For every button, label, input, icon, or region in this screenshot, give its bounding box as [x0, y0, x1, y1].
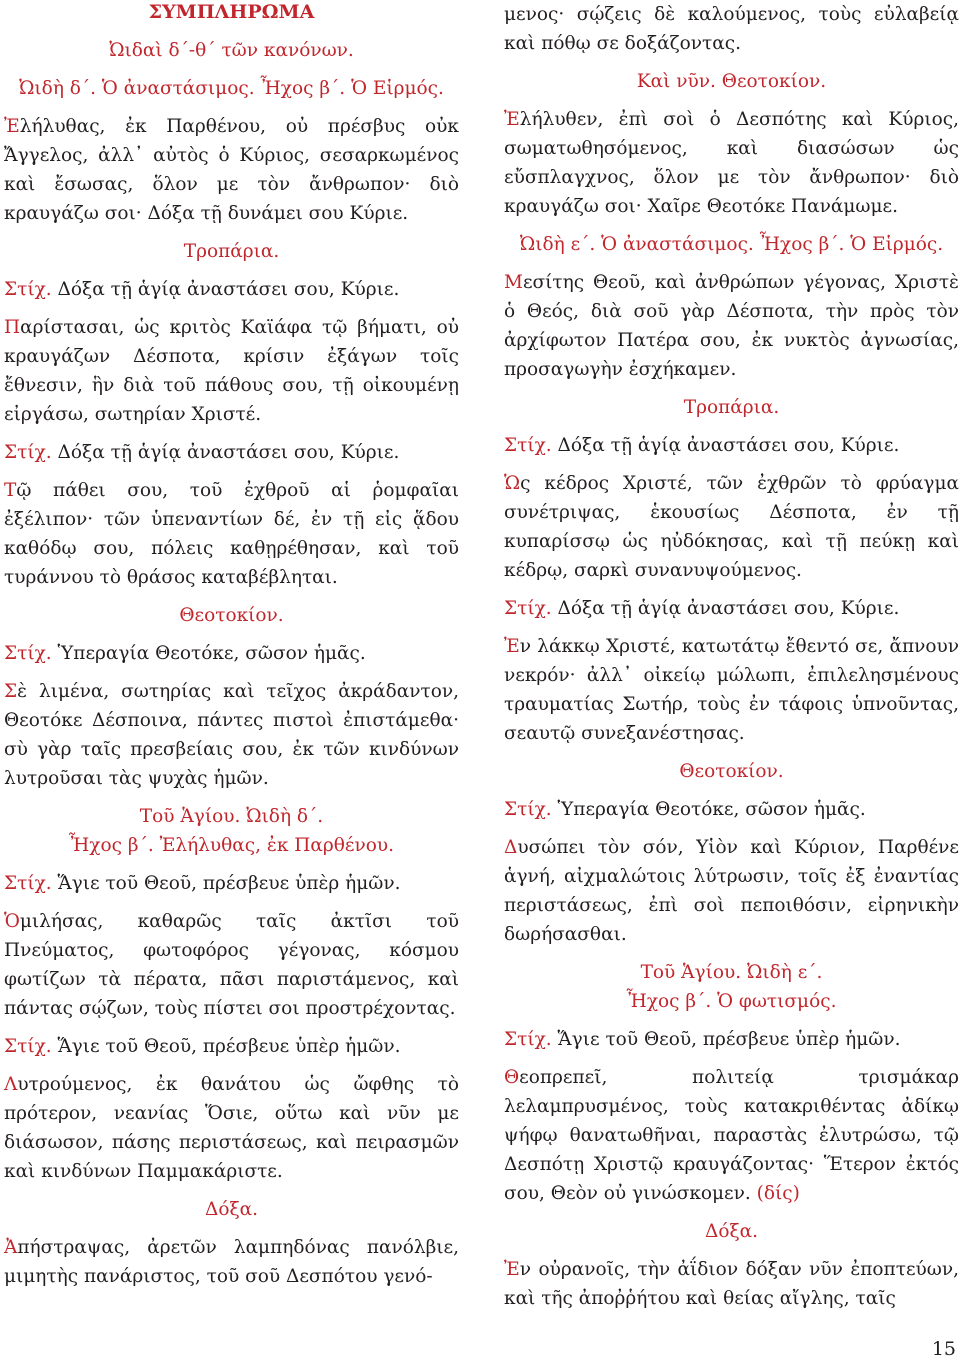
stichos-label: Στίχ.: [4, 1036, 52, 1057]
rubric-heading: [4, 802, 459, 860]
paragraph-body: πήστραψας, ἀρετῶν λαμπηδόνας πανόλβιε, μιμητὴς πανάριστος, τοῦ σοῦ Δεσπότου γενό-: [4, 1237, 459, 1287]
troparion-text: [504, 1255, 959, 1313]
stichos: [504, 1025, 959, 1054]
stichos: [4, 438, 459, 467]
troparion-text: [4, 1070, 459, 1186]
stichos-text: Δόξα τῇ ἁγίᾳ ἀναστάσει σου, Κύριε.: [551, 598, 900, 619]
page-number: 15: [931, 1338, 956, 1360]
initial-letter: Ἐ: [504, 109, 520, 130]
paragraph-body: ὲ λιμένα, σωτηρίας καὶ τεῖχος ἀκράδαντον, Θεοτόκε Δέσποινα, πάντες πιστοὶ ἐπιστάμεθα· σὺ γὰρ ταῖς πρεσβείαις σου, ἐκ τῶν κινδύνων λυτροῦσαι τὰς ψυχὰς ἡμῶν.: [4, 681, 459, 789]
initial-letter: Ἀ: [4, 1237, 18, 1258]
paragraph-body: εσίτης Θεοῦ, καὶ ἀνθρώπων γέγονας, Χριστὲ ὁ Θεός, διὰ σοῦ γὰρ Δέσποτα, τὴν πρὸς τὸν ἀρχίφωτον Πατέρα σου, ἐκ νυκτὸς ἀγνωσίας, προσαγωγὴν ἐσχήκαμεν.: [504, 272, 959, 380]
rubric-heading: Θεοτοκίον.: [179, 605, 284, 626]
troparion-text: [4, 313, 459, 429]
rubric-heading: [504, 958, 959, 1016]
stichos-text: Ἅγιε τοῦ Θεοῦ, πρέσβευε ὑπὲρ ἡμῶν.: [51, 873, 401, 894]
right-column: [504, 0, 959, 1322]
paragraph-body: μιλήσας, καθαρῶς ταῖς ἀκτῖσι τοῦ Πνεύματος, φωτοφόρος γέγονας, κόσμου φωτίζων τὰ πέρατα, πᾶσι παριστάμενος, καὶ πάντας σῴζων, τοὺς πίστει σοι προστρέχοντας.: [4, 911, 459, 1019]
rubric-line: Ἦχος β΄. Ὁ φωτισμός.: [626, 991, 837, 1012]
stichos-text: Δόξα τῇ ἁγίᾳ ἀναστάσει σου, Κύριε.: [551, 435, 900, 456]
paragraph-body: μενος· σῴζεις δὲ καλούμενος, τοὺς εὐλαβείᾳ καὶ πόθῳ σε δοξάζοντας.: [504, 4, 959, 54]
stichos-label: Στίχ.: [4, 643, 52, 664]
paragraph-body: λήλυθεν, ἐπὶ σοὶ ὁ Δεσπότης καὶ Κύριος, σωματωθησόμενος, καὶ διασώσων ὡς εὔσπλαγχνος, ὅλον με τὸν ἄνθρωπον· διὸ κραυγάζω σοι· Χαῖρε Θεοτόκε Πανάμωμε.: [504, 109, 959, 217]
initial-letter: Δ: [504, 837, 518, 858]
paragraph-body: ν λάκκῳ Χριστέ, κατωτάτῳ ἔθεντό σε, ἄπνουν νεκρόν· ἀλλ᾽ οἰκείῳ μώλωπι, ἐπιλελησμένους τραυματίας Σωτήρ, τοὺς ἐν τάφοις ὑπνοῦντας, σεαυτῷ συνεξανέστησας.: [504, 636, 959, 744]
stichos: [504, 594, 959, 623]
paragraph-body: ς κέδρος Χριστέ, τῶν ἐχθρῶν τὸ φρύαγμα συνέτριψας, ἑκουσίως Δέσποτα, ἐν τῇ κυπαρίσσῳ ὡς ηὐδόκησας, καὶ τῇ πεύκῃ καὶ κέδρῳ, σαρκὶ συνανυψούμενος.: [504, 473, 959, 581]
paragraph-body: λήλυθας, ἐκ Παρθένου, οὐ πρέσβυς οὐκ Ἄγγελος, ἀλλ᾽ αὐτὸς ὁ Κύριος, σεσαρκωμένος καὶ ἔσωσας, ὅλον με τὸν ἄνθρωπον· διὸ κραυγάζω σοι· Δόξα τῇ δυνάμει σου Κύριε.: [4, 116, 459, 224]
initial-letter: Ὁ: [4, 911, 20, 932]
initial-letter: Σ: [4, 681, 18, 702]
section-title: ΣΥΜΠΛΗΡΩΜΑ: [148, 1, 315, 23]
troparion-text: [504, 833, 959, 949]
troparion-text: [4, 677, 459, 793]
troparion-text: [504, 0, 959, 58]
troparion-text: [4, 112, 459, 228]
rubric-heading: Ὠιδὴ ε΄. Ὁ ἀναστάσιμος. Ἦχος β΄. Ὁ Εἱρμός.: [519, 234, 944, 255]
stichos-text: Ὑπεραγία Θεοτόκε, σῶσον ἡμᾶς.: [551, 799, 866, 820]
initial-letter: Μ: [504, 272, 523, 293]
troparion-text: [504, 469, 959, 585]
rubric-line: Ἦχος β΄. Ἐλήλυθας, ἐκ Παρθένου.: [68, 835, 395, 856]
rubric-heading: Δόξα.: [204, 1199, 259, 1220]
stichos: [504, 795, 959, 824]
rubric-line: Τοῦ Ἁγίου. Ὠιδὴ δ΄.: [139, 806, 324, 827]
rubric-heading: Ὠιδὴ δ΄. Ὁ ἀναστάσιμος. Ἦχος β΄. Ὁ Εἱρμός.: [19, 78, 444, 99]
stichos-text: Ἅγιε τοῦ Θεοῦ, πρέσβευε ὑπὲρ ἡμῶν.: [51, 1036, 401, 1057]
paragraph-body: ν οὐρανοῖς, τὴν ἀΐδιον δόξαν νῦν ἐποπτεύων, καὶ τῆς ἀποῤῥήτου καὶ θείας αἴγλης, ταῖς: [504, 1259, 959, 1309]
repeat-marker: (δίς): [750, 1183, 800, 1204]
rubric-heading: Καὶ νῦν. Θεοτοκίον.: [636, 71, 827, 92]
stichos-text: Δόξα τῇ ἁγίᾳ ἀναστάσει σου, Κύριε.: [51, 279, 400, 300]
stichos-text: Δόξα τῇ ἁγίᾳ ἀναστάσει σου, Κύριε.: [51, 442, 400, 463]
stichos: [4, 639, 459, 668]
rubric-heading: Ὠιδαὶ δ΄-θ΄ τῶν κανόνων.: [109, 40, 354, 61]
initial-letter: Ἐ: [4, 116, 20, 137]
rubric-heading: Δόξα.: [704, 1221, 759, 1242]
stichos-label: Στίχ.: [504, 1029, 552, 1050]
rubric-heading: Τροπάρια.: [183, 241, 280, 262]
initial-letter: Ὡ: [504, 473, 521, 494]
troparion-text: [4, 476, 459, 592]
initial-letter: Ἐ: [504, 1259, 520, 1280]
paragraph-body: αρίστασαι, ὡς κριτὸς Καϊάφα τῷ βήματι, οὐ κραυγάζων Δέσποτα, κρίσιν ἐξάγων τοῖς ἔθνεσιν, ἣν διὰ τοῦ πάθους σου, τῇ οἰκουμένῃ εἰργάσω, σωτηρίαν Χριστέ.: [4, 317, 459, 425]
initial-letter: Λ: [4, 1074, 18, 1095]
paragraph-body: υσώπει τὸν σόν, Υἱὸν καὶ Κύριον, Παρθένε ἁγνή, αἰχμαλώτοις λύτρωσιν, τοῖς ἐξ ἐναντίας περιστάσεως, ἐπὶ σοὶ πεποιθόσιν, εἰρηνικὴν δωρήσασθαι.: [504, 837, 959, 945]
rubric-heading: Θεοτοκίον.: [679, 761, 784, 782]
initial-letter: Θ: [504, 1067, 520, 1088]
stichos: [4, 275, 459, 304]
troparion-text: [4, 907, 459, 1023]
stichos: [4, 869, 459, 898]
initial-letter: Π: [4, 317, 21, 338]
left-column: [4, 0, 459, 1300]
stichos: [4, 1032, 459, 1061]
rubric-heading: Τροπάρια.: [683, 397, 780, 418]
troparion-text: [504, 1063, 959, 1208]
rubric-line: Τοῦ Ἁγίου. Ὠιδὴ ε΄.: [640, 962, 823, 983]
stichos-text: Ἅγιε τοῦ Θεοῦ, πρέσβευε ὑπὲρ ἡμῶν.: [551, 1029, 901, 1050]
paragraph-body: υτρούμενος, ἐκ θανάτου ὡς ὤφθης τὸ πρότερον, νεανίας Ὅσιε, οὕτω καὶ νῦν με διάσωσον, πάσης περιστάσεως, καὶ πειρασμῶν καὶ κινδύνων Παμμακάριστε.: [4, 1074, 459, 1182]
stichos-label: Στίχ.: [4, 442, 52, 463]
stichos: [504, 431, 959, 460]
troparion-text: [504, 105, 959, 221]
troparion-text: [4, 1233, 459, 1291]
stichos-label: Στίχ.: [504, 799, 552, 820]
stichos-label: Στίχ.: [504, 598, 552, 619]
paragraph-body: εοπρεπεῖ, πολιτείᾳ τρισμάκαρ λελαμπρυσμένος, τοὺς κατακριθέντας ἀδίκῳ ψήφῳ θανατωθῆναι, παραστὰς ἐλυτρώσω, τῷ Δεσπότῃ Χριστῷ κραυγάζοντας· Ἕτερον ἐκτός σου, Θεὸν οὐ γινώσκομεν.: [504, 1067, 959, 1204]
stichos-label: Στίχ.: [504, 435, 552, 456]
stichos-text: Ὑπεραγία Θεοτόκε, σῶσον ἡμᾶς.: [51, 643, 366, 664]
initial-letter: Ἐ: [504, 636, 520, 657]
stichos-label: Στίχ.: [4, 873, 52, 894]
troparion-text: [504, 268, 959, 384]
paragraph-body: ῷ πάθει σου, τοῦ ἐχθροῦ αἱ ῥομφαῖαι ἐξέλιπον· τῶν ὑπεναντίων δέ, ἐν τῇ εἰς ᾅδου καθόδῳ σου, πόλεις καθῃρέθησαν, καὶ τοῦ τυράννου τὸ θράσος καταβέβληται.: [4, 480, 459, 588]
troparion-text: [504, 632, 959, 748]
initial-letter: Τ: [4, 480, 17, 501]
stichos-label: Στίχ.: [4, 279, 52, 300]
